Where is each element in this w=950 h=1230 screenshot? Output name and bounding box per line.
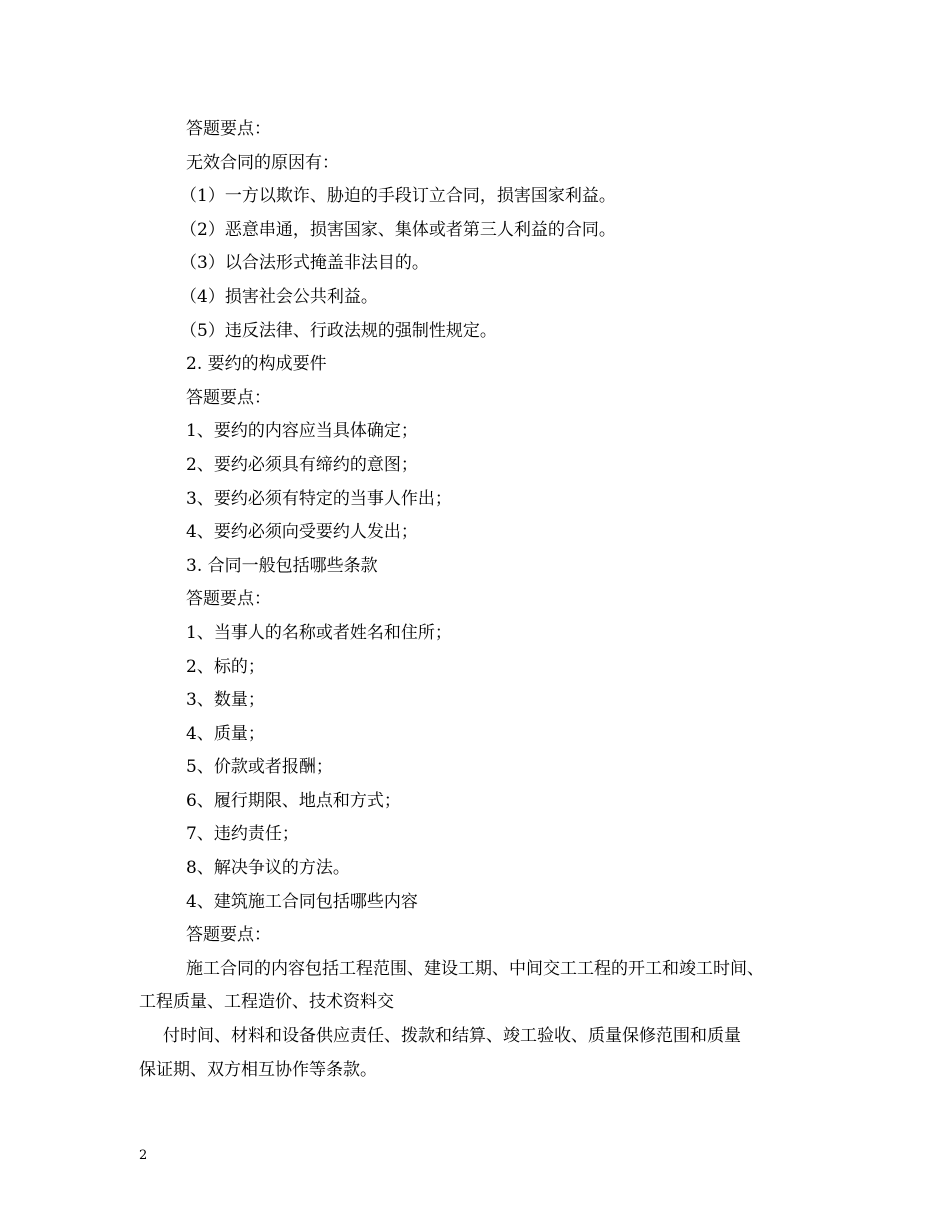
list-item: 4、质量； [186,723,265,744]
text-line: （4）损害社会公共利益。 [180,286,378,307]
list-item: 7、违约责任； [186,824,299,845]
text-line: 答题要点： [186,589,271,610]
list-item: 1、当事人的名称或者姓名和住所； [186,622,452,643]
text-line: 无效合同的原因有： [186,152,339,173]
list-item: 4、要约必须向受要约人发出； [186,522,418,543]
text-line: 答题要点： [186,119,271,139]
section-heading: 2. 要约的构成要件 [186,354,327,375]
paragraph-line: 施工合同的内容包括工程范围、建设工期、中间交工工程的开工和竣工时间、 [186,958,764,979]
list-item: 5、价款或者报酬； [186,757,333,778]
paragraph-line: 付时间、材料和设备供应责任、拨款和结算、竣工验收、质量保修范围和质量 [163,1026,741,1047]
list-item: 3、数量； [186,690,265,711]
list-item: 1、要约的内容应当具体确定； [186,421,418,442]
text-line: （3）以合法形式掩盖非法目的。 [180,253,429,274]
document-body [0,113,950,1087]
page-number: 2 [139,1148,148,1163]
list-item: 6、履行期限、地点和方式； [186,790,401,811]
text-line: （2）恶意串通，损害国家、集体或者第三人利益的合同。 [180,219,616,240]
list-item: 8、解决争议的方法。 [186,858,350,879]
paragraph-line: 工程质量、工程造价、技术资料交 [139,992,394,1013]
section-heading: 3. 合同一般包括哪些条款 [186,555,378,576]
list-item: 2、标的； [186,656,265,677]
text-line: 答题要点： [186,925,271,946]
list-item: 3、要约必须有特定的当事人作出； [186,488,452,509]
paragraph-line: 保证期、双方相互协作等条款。 [139,1059,377,1080]
text-line: （5）违反法律、行政法规的强制性规定。 [180,320,497,341]
text-line: （1）一方以欺诈、胁迫的手段订立合同，损害国家利益。 [180,186,616,207]
section-heading: 4、建筑施工合同包括哪些内容 [186,891,418,912]
text-line: 答题要点： [186,387,271,408]
list-item: 2、要约必须具有缔约的意图； [186,454,418,475]
